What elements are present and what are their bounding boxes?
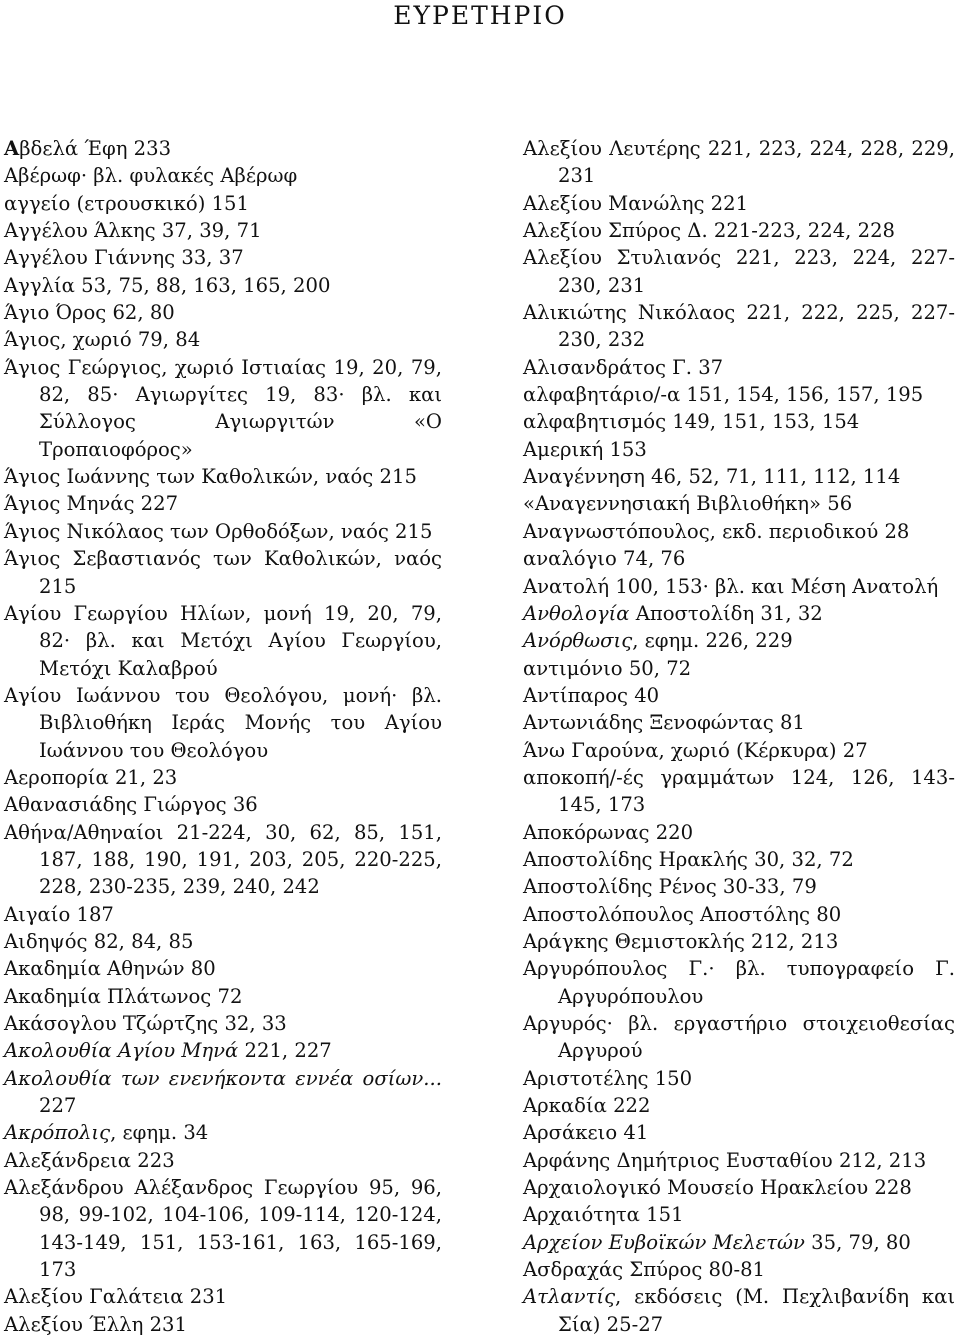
index-entry-text: Αρχαιότητα 151 <box>523 1203 684 1227</box>
index-entry <box>4 326 442 353</box>
index-entry <box>4 1065 442 1120</box>
index-entry <box>4 518 442 545</box>
index-entry-text: , εφημ. 226, 229 <box>632 629 793 653</box>
index-entry-text: Άγιος Μηνάς 227 <box>4 492 179 516</box>
index-entry-text: , εφημ. 34 <box>110 1121 209 1145</box>
index-entry-text: Αλεξίου Γαλάτεια 231 <box>4 1285 228 1309</box>
index-entry <box>523 682 955 709</box>
index-entry <box>523 1174 955 1201</box>
index-entry-text: Αλεξίου Στυλιανός 221, 223, 224, 227-230, 231 <box>523 246 955 297</box>
index-entry-title-italic: Ατλαντίς <box>523 1285 616 1309</box>
index-entry <box>523 436 955 463</box>
index-entry <box>523 490 955 517</box>
index-entry-text: 35, 79, 80 <box>804 1230 911 1254</box>
index-entry-text: Ακαδημία Αθηνών 80 <box>4 957 216 981</box>
index-entry-text: Αποστολίδης Ρένος 30-33, 79 <box>523 875 817 899</box>
index-entry <box>4 1010 442 1037</box>
index-entry <box>4 682 442 764</box>
index-entry-text: Αγγλία 53, 75, 88, 163, 165, 200 <box>4 273 331 297</box>
index-entry <box>523 873 955 900</box>
index-entry <box>4 354 442 463</box>
index-entry-text: αλφαβητισμός 149, 151, 153, 154 <box>523 410 860 434</box>
index-entry-text: Αργυρός· βλ. εργαστήριο στοιχειοθεσίας Αργυρού <box>523 1012 955 1063</box>
index-entry-text: Αγγέλου Άλκης 37, 39, 71 <box>4 219 262 243</box>
index-entry-text: Αγίου Ιωάννου του Θεολόγου, μονή· βλ. Βιβλιοθήκη Ιεράς Μονής του Αγίου Ιωάννου του Θεολόγου <box>4 683 442 762</box>
index-entry-text: Άνω Γαρούνα, χωριό (Κέρκυρα) 27 <box>523 738 868 762</box>
index-entry-text: Αθήνα/Αθηναίοι 21-224, 30, 62, 85, 151, 187, 188, 190, 191, 203, 205, 220-225, 228, 230-235, 239, 240, 242 <box>4 820 442 899</box>
index-entry-title-italic: Ανόρθωσις <box>523 629 633 653</box>
index-entry <box>4 463 442 490</box>
index-entry <box>4 299 442 326</box>
index-entry <box>523 545 955 572</box>
index-entry-text: Αιγαίο 187 <box>4 902 114 926</box>
index-entry <box>523 354 955 381</box>
index-entry-text: , εκδόσεις (Μ. Πεχλιβανίδη και Σία) 25-27 <box>558 1285 955 1336</box>
index-entry-text: Αλισανδράτος Γ. 37 <box>523 355 724 379</box>
index-entry <box>523 1283 955 1338</box>
index-entry-text: Αβέρωφ· βλ. φυλακές Αβέρωφ <box>4 164 298 188</box>
index-entry-text: Αλεξίου Λευτέρης 221, 223, 224, 228, 229, 231 <box>523 137 955 188</box>
index-column-left <box>4 135 442 1338</box>
index-column-right <box>523 135 955 1338</box>
index-entry-text: Αράγκης Θεμιστοκλής 212, 213 <box>523 929 839 953</box>
index-entry-text: Αεροπορία 21, 23 <box>4 765 178 789</box>
index-entry <box>523 901 955 928</box>
index-entry-text: αποκοπή/-ές γραμμάτων 124, 126, 143-145, 173 <box>523 765 955 817</box>
index-entry <box>523 1065 955 1092</box>
index-entry <box>523 190 955 217</box>
index-entry <box>4 490 442 517</box>
index-entry <box>4 600 442 682</box>
index-entry <box>523 1229 955 1256</box>
index-entry <box>523 928 955 955</box>
index-entry <box>4 955 442 982</box>
index-entry-text: Αλεξίου Μανώλης 221 <box>523 191 749 215</box>
index-entry <box>523 1256 955 1283</box>
index-entry-text: 221, 227 <box>238 1039 332 1063</box>
index-entry-text: Αποστολίδη 31, 32 <box>629 601 823 625</box>
index-entry-text: Αμερική 153 <box>523 437 647 461</box>
index-entry <box>523 1092 955 1119</box>
index-entry-text: αντιμόνιο 50, 72 <box>523 656 692 680</box>
index-entry-title-italic: Αρχείον Ευβοϊκών Μελετών <box>523 1230 805 1254</box>
index-entry-title-italic: Ανθολογία <box>523 601 630 625</box>
index-entry-text: Αναγέννηση 46, 52, 71, 111, 112, 114 <box>523 465 901 489</box>
index-entry-title-italic: Ακολουθία των ενενήκοντα εννέα οσίων... <box>4 1066 442 1090</box>
index-entry-text: Αντίπαρος 40 <box>523 683 660 707</box>
index-entry-text: Ακαδημία Πλάτωνος 72 <box>4 984 243 1008</box>
index-entry-text: Άγιο Όρος 62, 80 <box>4 301 175 325</box>
index-entry <box>4 1037 442 1064</box>
index-entry-text: Ασδραχάς Σπύρος 80-81 <box>523 1258 766 1282</box>
index-entry-text: Αντωνιάδης Ξενοφώντας 81 <box>523 711 805 735</box>
index-entry <box>523 217 955 244</box>
index-entry <box>523 627 955 654</box>
index-entry-text: Άγιος, χωριό 79, 84 <box>4 328 201 352</box>
index-entry-text: αλφαβητάριο/-α 151, 154, 156, 157, 195 <box>523 383 924 407</box>
index-entry <box>523 709 955 736</box>
index-entry <box>523 764 955 819</box>
index-entry-text: Αγίου Γεωργίου Ηλίων, μονή 19, 20, 79, 82· βλ. και Μετόχι Αγίου Γεωργίου, Μετόχι Καλαβρού <box>4 601 442 680</box>
index-entry-text: Αλικιώτης Νικόλαος 221, 222, 225, 227-230, 232 <box>523 301 955 352</box>
index-entry-text: Άγιος Γεώργιος, χωριό Ιστιαίας 19, 20, 79, 82, 85· Αγιωργίτες 19, 83· βλ. και Σύλλογος Αγιωργιτών «Ο Τροπαιοφόρος» <box>4 355 442 461</box>
index-entry <box>523 518 955 545</box>
index-entry <box>523 573 955 600</box>
index-entry-text: Αιδηψός 82, 84, 85 <box>4 929 194 953</box>
index-entry-text: Αλεξίου Έλλη 231 <box>4 1312 187 1336</box>
index-entry-text: Αρκαδία 222 <box>523 1094 651 1118</box>
index-entry-text: Αργυρόπουλος Γ.· βλ. τυπογραφείο Γ. Αργυρόπουλου <box>523 957 955 1008</box>
index-entry <box>4 1311 442 1338</box>
index-entry-text: Αρφάνης Δημήτριος Ευσταθίου 212, 213 <box>523 1148 927 1172</box>
index-entry <box>4 135 442 162</box>
index-entry-text: Αλεξάνδρεια 223 <box>4 1148 175 1172</box>
index-entry-text: Αρσάκειο 41 <box>523 1121 649 1145</box>
index-entry <box>523 299 955 354</box>
index-entry <box>523 1010 955 1065</box>
index-entry <box>523 244 955 299</box>
index-entry <box>4 1147 442 1174</box>
index-entry <box>4 764 442 791</box>
index-entry-text: Άγιος Ιωάννης των Καθολικών, ναός 215 <box>4 465 417 489</box>
index-entry <box>4 244 442 271</box>
index-entry-text: Αρχαιολογικό Μουσείο Ηρακλείου 228 <box>523 1176 912 1200</box>
page-title: ΕΥΡΕΤΗΡΙΟ <box>393 1 567 30</box>
index-entry <box>523 381 955 408</box>
index-entry <box>4 272 442 299</box>
index-entry <box>523 655 955 682</box>
index-entry <box>4 1283 442 1310</box>
index-entry <box>4 1119 442 1146</box>
index-entry <box>4 1174 442 1283</box>
index-entry <box>4 217 442 244</box>
index-entry-title-italic: Ακρόπολις <box>4 1121 111 1145</box>
index-entry-text: 227 <box>39 1094 77 1118</box>
index-entry <box>4 983 442 1010</box>
index-entry-text: Α <box>4 137 20 160</box>
index-entry <box>523 600 955 627</box>
index-entry <box>523 846 955 873</box>
index-entry <box>4 928 442 955</box>
index-entry-text: Αποστολόπουλος Αποστόλης 80 <box>523 902 842 926</box>
index-entry <box>4 819 442 901</box>
index-entry <box>523 955 955 1010</box>
index-entry-text: Αγγέλου Γιάννης 33, 37 <box>4 246 244 270</box>
index-entry <box>523 819 955 846</box>
index-entry-text: Αποστολίδης Ηρακλής 30, 32, 72 <box>523 847 854 871</box>
index-entry <box>523 463 955 490</box>
index-entry-text: Ακάσογλου Τζώρτζης 32, 33 <box>4 1012 287 1035</box>
index-entry-text: αναλόγιο 74, 76 <box>523 547 686 571</box>
index-entry <box>4 162 442 189</box>
index-entry <box>523 135 955 190</box>
index-entry-text: Αναγνωστόπουλος, εκδ. περιοδικού 28 <box>523 519 910 543</box>
index-entry <box>523 1119 955 1146</box>
index-entry <box>523 1201 955 1228</box>
index-entry <box>523 737 955 764</box>
index-entry-text: βδελά Έφη 233 <box>19 137 172 160</box>
index-entry-text: Αθανασιάδης Γιώργος 36 <box>4 793 258 817</box>
index-entry-text: Άγιος Νικόλαος των Ορθοδόξων, ναός 215 <box>4 519 433 543</box>
index-entry <box>4 190 442 217</box>
index-entry-text: αγγείο (ετρουσκικό) 151 <box>4 191 249 215</box>
index-entry <box>4 901 442 928</box>
index-entry-text: Αριστοτέλης 150 <box>523 1066 693 1090</box>
index-entry-title-italic: Ακολουθία Αγίου Μηνά <box>4 1039 239 1063</box>
index-entry <box>523 408 955 435</box>
index-entry <box>4 545 442 600</box>
index-entry-text: Αλεξάνδρου Αλέξανδρος Γεωργίου 95, 96, 98, 99-102, 104-106, 109-114, 120-124, 143-149, 151, 153-161, 163, 165-169, 173 <box>4 1176 442 1282</box>
index-entry-text: Ανατολή 100, 153· βλ. και Μέση Ανατολή <box>523 574 939 598</box>
index-entry-text: «Αναγεννησιακή Βιβλιοθήκη» 56 <box>523 492 853 516</box>
index-entry <box>4 791 442 818</box>
index-entry-text: Αλεξίου Σπύρος Δ. 221-223, 224, 228 <box>523 219 896 243</box>
index-entry <box>523 1147 955 1174</box>
index-entry-text: Αποκόρωνας 220 <box>523 820 694 844</box>
index-entry-text: Άγιος Σεβαστιανός των Καθολικών, ναός 215 <box>4 547 442 598</box>
